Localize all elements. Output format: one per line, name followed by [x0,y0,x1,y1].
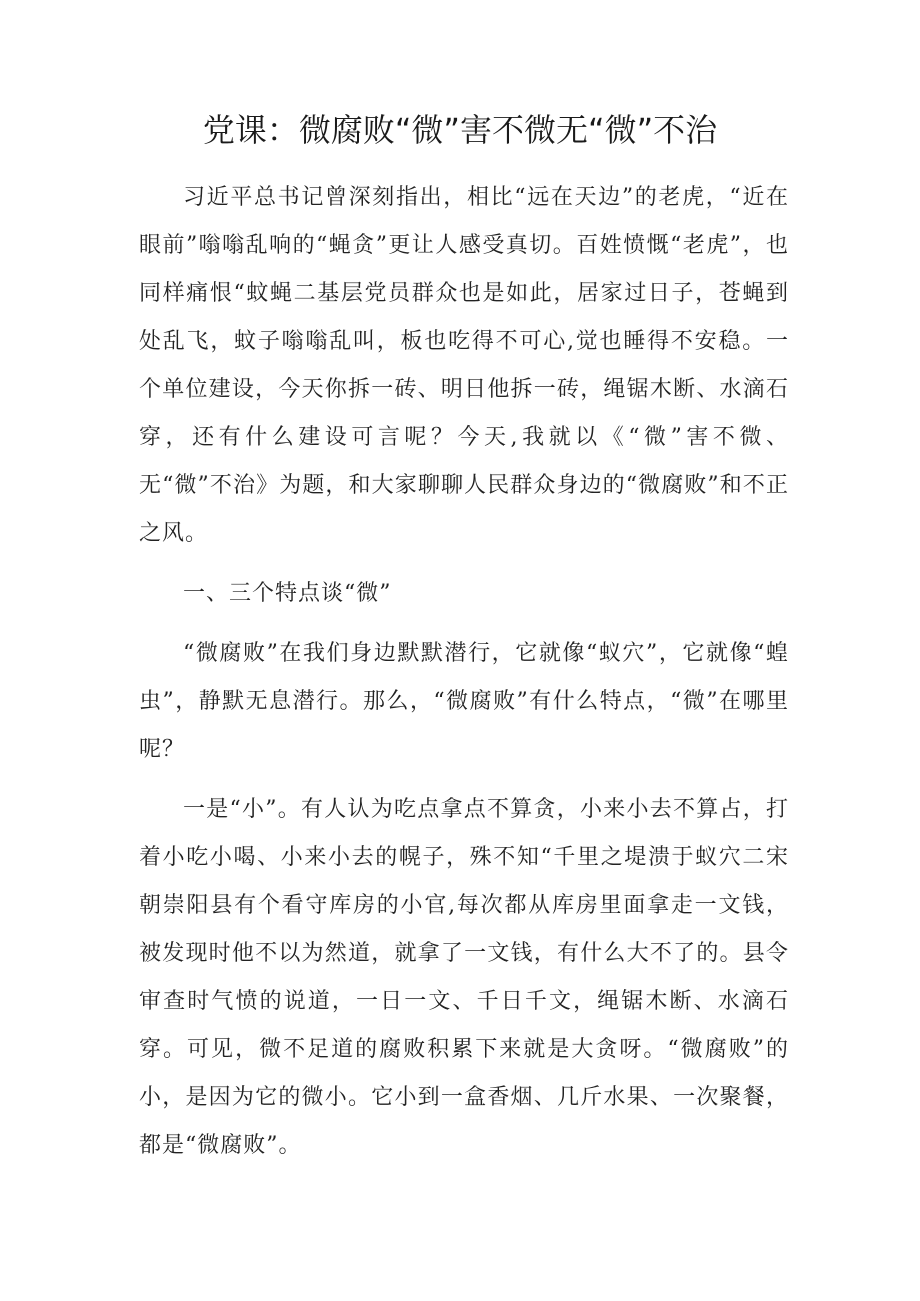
paragraph-intro: 习近平总书记曾深刻指出，相比“远在天边”的老虎，“近在眼前”嗡嗡乱响的“蝇贪”更让人感受真切。百姓愤慨“老虎”，也同样痛恨“蚊蝇二基层党员群众也是如此，居家过日子，苍蝇到处乱飞，蚊子嗡嗡乱叫，板也吃得不可心,觉也睡得不安稳。一个单位建设，今天你拆一砖、明日他拆一砖，绳锯木断、水滴石穿，还有什么建设可言呢？今天,我就以《“微”害不微、无“微”不治》为题，和大家聊聊人民群众身边的“微腐败”和不正之风。 [139,185,789,546]
document-title: 党课：微腐败“微”害不微无“微”不治 [202,111,718,149]
paragraph-section-intro: “微腐败”在我们身边默默潜行，它就像“蚁穴”，它就像“蝗虫”，静默无息潜行。那么，“微腐败”有什么特点，“微”在哪里呢？ [139,641,789,762]
paragraph-point-one: 一是“小”。有人认为吃点拿点不算贪，小来小去不算占，打着小吃小喝、小来小去的幌子，殊不知“千里之堤溃于蚁穴二宋朝崇阳县有个看守库房的小官,每次都从库房里面拿走一文钱，被发现时他不以为然道，就拿了一文钱，有什么大不了的。县令审查时气愤的说道，一日一文、千日千文，绳锯木断、水滴石穿。可见，微不足道的腐败积累下来就是大贪呀。“微腐败”的小，是因为它的微小。它小到一盒香烟、几斤水果、一次聚餐，都是“微腐败”。 [139,797,789,1158]
section-heading: 一、三个特点谈“微” [183,581,392,606]
